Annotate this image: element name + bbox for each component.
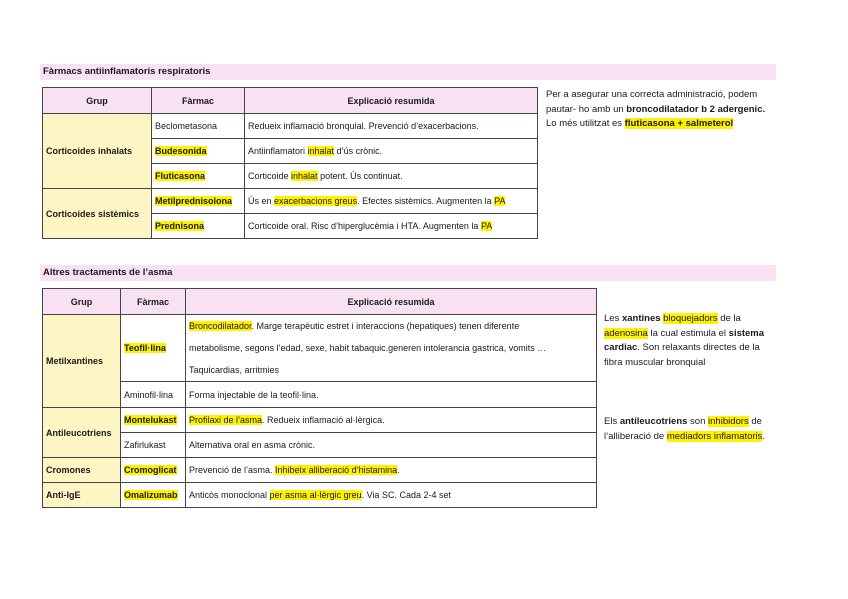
other-treatments-table xyxy=(42,288,597,508)
header-grup: Grup xyxy=(43,289,121,315)
drug-teofilina: Teofil·lina xyxy=(121,315,186,382)
group-antileucotriens: Antileucotriens xyxy=(43,408,121,458)
antiinflammatory-table xyxy=(42,87,538,239)
header-farmac: Fàrmac xyxy=(152,88,245,114)
table-row xyxy=(43,114,538,139)
explanation-cell: Redueix inflamació bronquial. Prevenció d’exacerbacions. xyxy=(245,114,538,139)
table-row xyxy=(43,189,538,214)
explanation-cell: Forma injectable de la teofil·lina. xyxy=(186,382,597,408)
note-antileucotriens: Els antileucotriens son inhibidors de l’alliberació de mediadors inflamatoris. xyxy=(604,416,766,442)
drug-beclometasona: Beclometasona xyxy=(152,114,245,139)
group-corticoides-inhalats: Corticoides inhalats xyxy=(43,114,152,189)
drug-metilprednisolona: Metilprednisolona xyxy=(152,189,245,214)
header-grup: Grup xyxy=(43,88,152,114)
header-explicacio: Explicació resumida xyxy=(245,88,538,114)
group-metilxantines: Metilxantines xyxy=(43,315,121,408)
table-header-row xyxy=(43,88,538,114)
explanation-cell: Prevenció de l’asma. Inhibeix alliberació d’histamina. xyxy=(186,458,597,483)
drug-zafirlukast: Zafirlukast xyxy=(121,433,186,458)
section-title-altres-tractaments: Altres tractaments de l’asma xyxy=(40,265,776,281)
explanation-cell: Corticoide oral. Risc d’hiperglucèmia i HTA. Augmenten la PA xyxy=(245,214,538,239)
header-farmac: Fàrmac xyxy=(121,289,186,315)
drug-prednisona: Prednisona xyxy=(152,214,245,239)
table-row xyxy=(43,433,597,458)
header-explicacio: Explicació resumida xyxy=(186,289,597,315)
explanation-cell: Profilaxi de l’asma. Redueix inflamació al·lèrgica. xyxy=(186,408,597,433)
section-title-antiinflamatoris: Fàrmacs antiinflamatoris respiratoris xyxy=(40,64,776,80)
explanation-cell: Anticòs monoclonal per asma al·lèrgic greu. Via SC. Cada 2-4 set xyxy=(186,483,597,508)
explanation-cell: Antiinflamatori inhalat d’ús crònic. xyxy=(245,139,538,164)
drug-montelukast: Montelukast xyxy=(121,408,186,433)
note-xantines: Les xantines bloquejadors de la adenosina la cual estimula el sistema cardiac. Son relaxants directes de la fibra muscular bronquial xyxy=(604,313,765,368)
drug-fluticasona: Fluticasona xyxy=(152,164,245,189)
group-anti-ige: Anti-IgE xyxy=(43,483,121,508)
table-row xyxy=(43,315,597,382)
table-row xyxy=(43,382,597,408)
drug-cromoglicat: Cromoglicat xyxy=(121,458,186,483)
explanation-cell: Broncodilatador. Marge terapèutic estret i interaccions (hepatiques) tenen diferente metabolisme, segons l’edad, sexe, habit tabaquic.generen intolerancia gastrica, vomits … Taquicardias, arritmies xyxy=(186,315,597,382)
note-administracio: Per a asegurar una correcta administració, podem pautar- ho amb un broncodilatador b 2 adergenic. Lo més utilitzat es fluticasona + salmeterol xyxy=(546,89,766,129)
group-corticoides-sistemics: Corticoides sistèmics xyxy=(43,189,152,239)
drug-aminofilina: Aminofil·lina xyxy=(121,382,186,408)
explanation-cell: Corticoide inhalat potent. Ús continuat. xyxy=(245,164,538,189)
drug-budesonida: Budesonida xyxy=(152,139,245,164)
table-header-row xyxy=(43,289,597,315)
group-cromones: Cromones xyxy=(43,458,121,483)
explanation-cell: Alternativa oral en asma crònic. xyxy=(186,433,597,458)
explanation-cell: Ús en exacerbacions greus. Efectes sistèmics. Augmenten la PA xyxy=(245,189,538,214)
table-row xyxy=(43,408,597,433)
drug-omalizumab: Omalizumab xyxy=(121,483,186,508)
table-row xyxy=(43,458,597,483)
table-row xyxy=(43,483,597,508)
